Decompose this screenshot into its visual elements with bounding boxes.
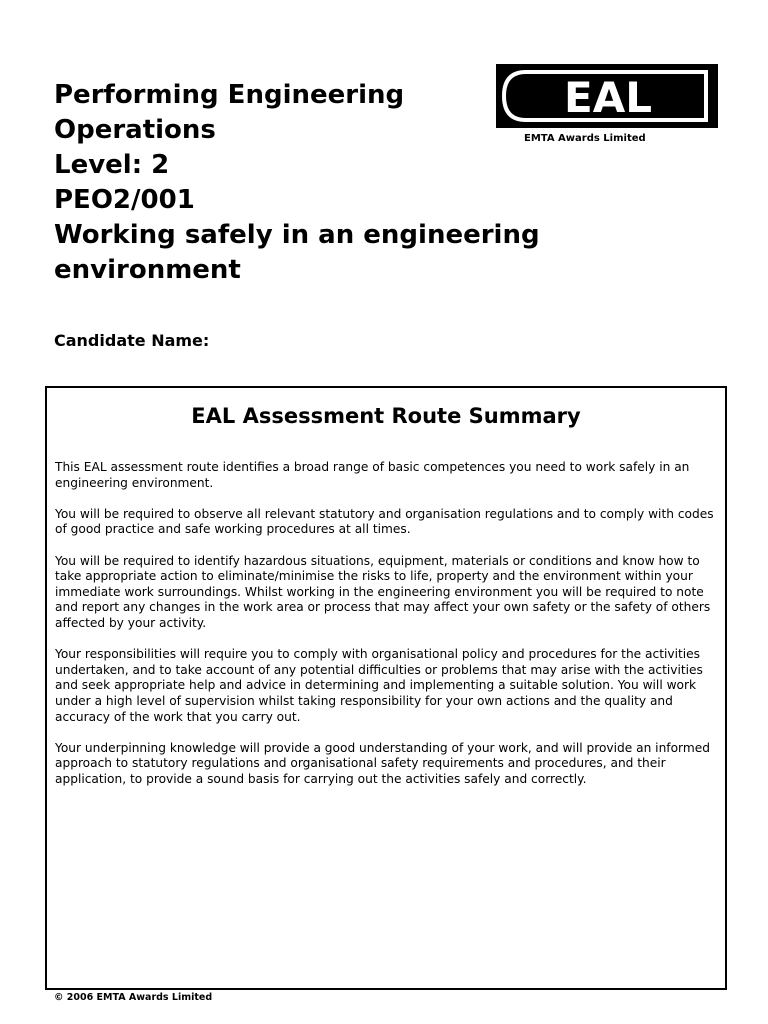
summary-paragraph: Your responsibilities will require you to comply with organisational policy and procedures for the activities undertaken, and to take account of any potential difficulties or problems that may arise with the activities and seek appropriate help and advice in determining and implementing a suitable solution. You will work under a high level of supervision whilst taking responsibility for your own actions and the quality and accuracy of the work that you carry out.: [55, 647, 703, 724]
eal-logo-graphic: [496, 64, 718, 128]
copyright-footer: © 2006 EMTA Awards Limited: [54, 992, 213, 1003]
assessment-summary-box: [45, 386, 727, 990]
candidate-name-label: Candidate Name:: [54, 331, 210, 350]
title-line-1: Performing Engineering: [54, 80, 405, 110]
unit-title-line-2: environment: [54, 255, 241, 285]
summary-paragraph: You will be required to observe all relevant statutory and organisation regulations and to comply with codes of good practice and safe working procedures at all times.: [55, 506, 714, 537]
summary-paragraph: This EAL assessment route identifies a broad range of basic competences you need to work safely in an engineering environment.: [55, 460, 690, 490]
title-line-2: Operations: [54, 115, 216, 145]
level-line: Level: 2: [54, 150, 170, 180]
logo-caption: EMTA Awards Limited: [524, 133, 646, 144]
unit-code-line: PEO2/001: [54, 185, 195, 215]
logo-text: EAL: [564, 73, 652, 122]
unit-title-line-1: Working safely in an engineering: [54, 220, 540, 250]
summary-paragraph: You will be required to identify hazardous situations, equipment, materials or conditions and know how to take appropriate action to eliminate/minimise the risks to life, property and the environment within your immediate work surroundings. Whilst working in the engineering environment you will be required to note and report any changes in the work area or process that may affect your own safety or the safety of others affected by your activity.: [55, 553, 711, 630]
summary-body: [55, 460, 717, 803]
summary-heading: EAL Assessment Route Summary: [191, 404, 581, 428]
eal-logo: [496, 64, 718, 128]
summary-paragraph: Your underpinning knowledge will provide a good understanding of your work, and will provide an informed approach to statutory regulations and organisational safety requirements and procedures, and their application, to provide a sound basis for carrying out the activities safely and correctly.: [55, 740, 710, 786]
